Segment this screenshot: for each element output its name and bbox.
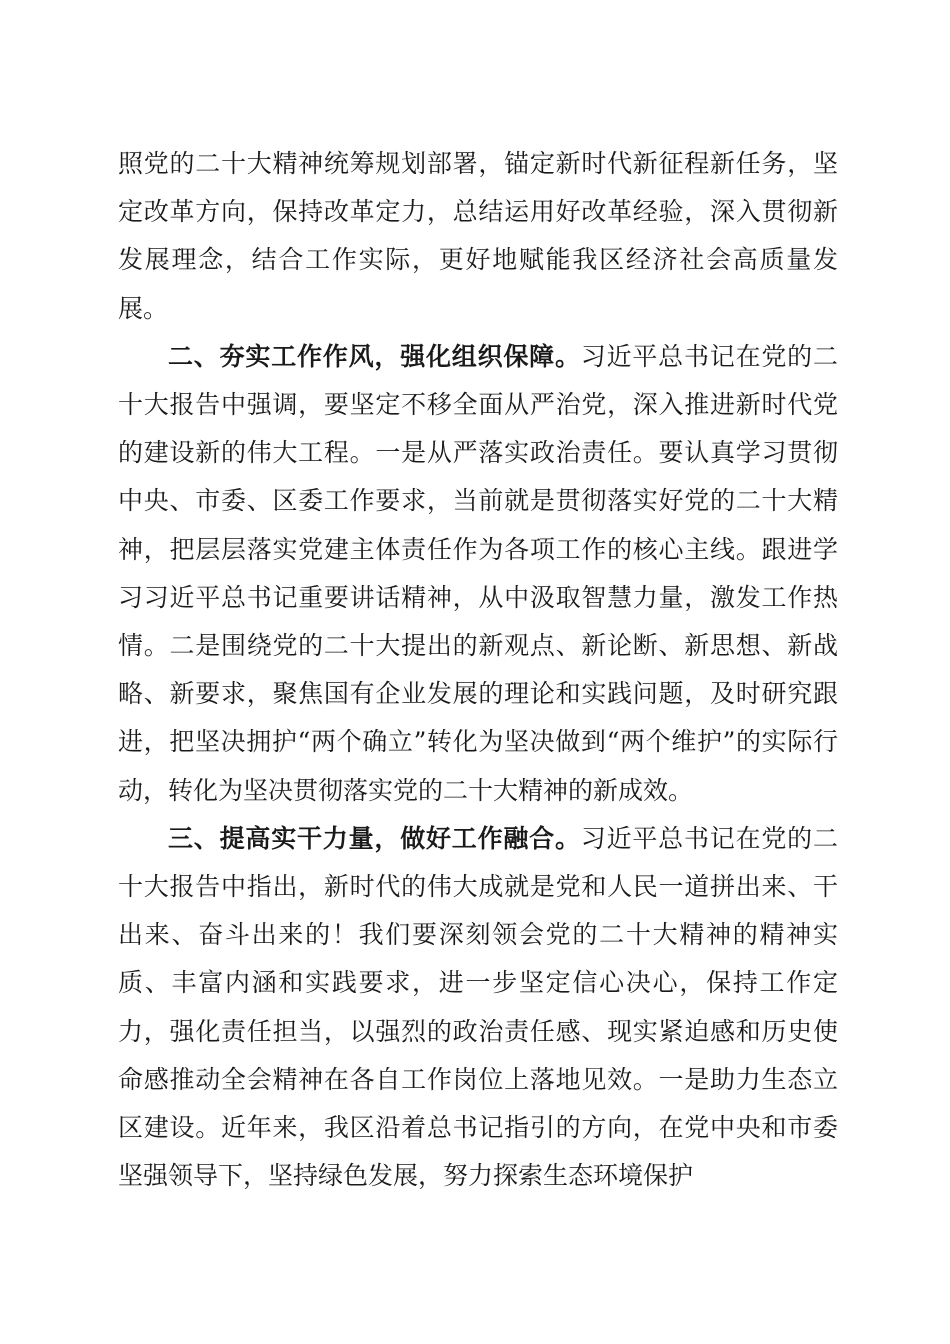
paragraph-body-text: 习近平总书记在党的二十大报告中指出，新时代的伟大成就是党和人民一道拼出来、干出来、奋斗出来的！我们要深刻领会党的二十大精神的精神实质、丰富内涵和实践要求，进一步坚定信心决心，保持工作定力，强化责任担当，以强烈的政治责任感、现实紧迫感和历史使命感推动全会精神在各自工作岗位上落地见效。一是助力生态立区建设。近年来，我区沿着总书记指引的方向，在党中央和市委坚强领导下，坚持绿色发展，努力探索生态环境保护 xyxy=(118,823,838,1191)
document-body xyxy=(118,140,838,1200)
section-three-heading: 三、提高实干力量，做好工作融合。 xyxy=(168,823,581,853)
paragraph-continuation xyxy=(118,140,838,333)
paragraph-section-two xyxy=(118,333,838,815)
paragraph-section-three xyxy=(118,815,838,1201)
paragraph-body-text: 照党的二十大精神统筹规划部署，锚定新时代新征程新任务，坚定改革方向，保持改革定力，总结运用好改革经验，深入贯彻新发展理念，结合工作实际，更好地赋能我区经济社会高质量发展。 xyxy=(118,149,838,323)
paragraph-body-text: 习近平总书记在党的二十大报告中强调，要坚定不移全面从严治党，深入推进新时代党的建设新的伟大工程。一是从严落实政治责任。要认真学习贯彻中央、市委、区委工作要求，当前就是贯彻落实好党的二十大精神，把层层落实党建主体责任作为各项工作的核心主线。跟进学习习近平总书记重要讲话精神，从中汲取智慧力量，激发工作热情。二是围绕党的二十大提出的新观点、新论断、新思想、新战略、新要求，聚焦国有企业发展的理论和实践问题，及时研究跟进，把坚决拥护“两个确立”转化为坚决做到“两个维护”的实际行动，转化为坚决贯彻落实党的二十大精神的新成效。 xyxy=(118,341,838,805)
section-two-heading: 二、夯实工作作风，强化组织保障。 xyxy=(168,341,581,371)
